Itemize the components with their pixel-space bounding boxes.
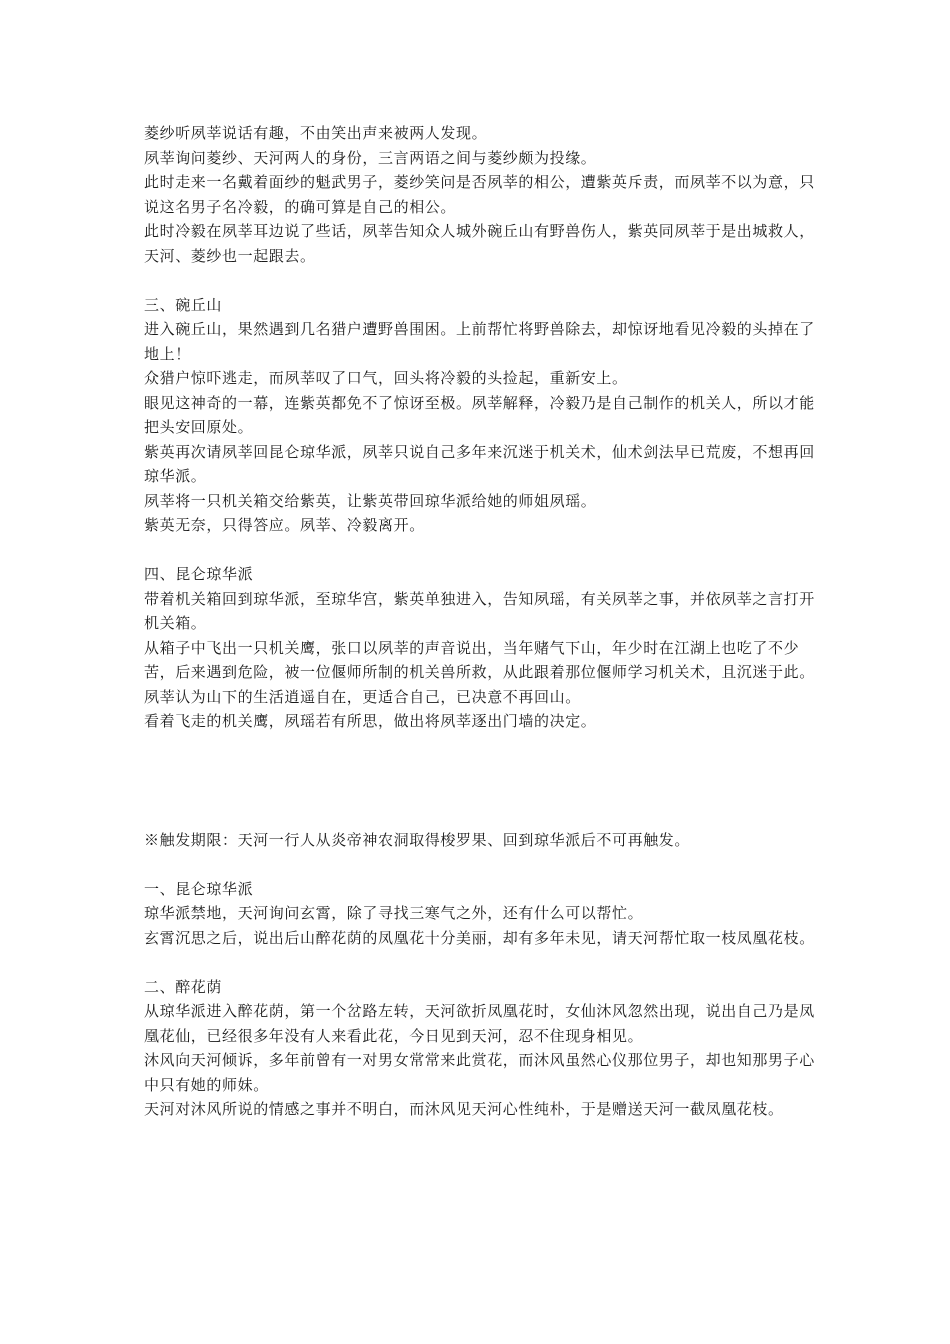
paragraph: 紫英再次请夙莘回昆仑琼华派，夙莘只说自己多年来沉迷于机关术，仙术剑法早已荒废，不想再回琼华派。 bbox=[144, 442, 815, 485]
paragraph: 天河对沐风所说的情感之事并不明白，而沐风见天河心性纯朴，于是赠送天河一截凤凰花枝。 bbox=[144, 1100, 784, 1118]
document-page bbox=[144, 121, 820, 1122]
section-heading: 一、昆仑琼华派 bbox=[144, 879, 254, 898]
paragraph: 带着机关箱回到琼华派，至琼华宫，紫英单独进入，告知夙瑶，有关夙莘之事，并依夙莘之言打开机关箱。 bbox=[144, 589, 815, 632]
paragraph: 从箱子中飞出一只机关鹰，张口以夙莘的声音说出，当年赌气下山，年少时在江湖上也吃了不少苦，后来遇到危险，被一位偃师所制的机关兽所救，从此跟着那位偃师学习机关术，且沉迷于此。 bbox=[144, 638, 815, 681]
paragraph: 琼华派禁地，天河询问玄霄，除了寻找三寒气之外，还有什么可以帮忙。 bbox=[144, 904, 644, 922]
paragraph: 夙莘询问菱纱、天河两人的身份，三言两语之间与菱纱颇为投缘。 bbox=[144, 148, 597, 167]
paragraph: 众猎户惊吓逃走，而夙莘叹了口气，回头将冷毅的头捡起，重新安上。 bbox=[144, 369, 628, 387]
section-heading: 三、碗丘山 bbox=[144, 295, 223, 314]
paragraph: 此时走来一名戴着面纱的魁武男子，菱纱笑问是否夙莘的相公，遭紫英斥责，而夙莘不以为意，只说这名男子名冷毅，的确可算是自己的相公。 bbox=[144, 173, 815, 216]
paragraph: 沐风向天河倾诉，多年前曾有一对男女常常来此赏花，而沐风虽然心仪那位男子，却也知那男子心中只有她的师妹。 bbox=[144, 1051, 815, 1094]
paragraph: 进入碗丘山，果然遇到几名猎户遭野兽围困。上前帮忙将野兽除去，却惊讶地看见冷毅的头掉在了地上！ bbox=[144, 320, 815, 363]
paragraph: 看着飞走的机关鹰，夙瑶若有所思，做出将夙莘逐出门墙的决定。 bbox=[144, 712, 597, 730]
paragraph: 紫英无奈，只得答应。夙莘、冷毅离开。 bbox=[144, 516, 425, 534]
section-heading: 二、醉花荫 bbox=[144, 977, 223, 996]
section-break bbox=[144, 734, 820, 828]
paragraph: 从琼华派进入醉花荫，第一个岔路左转，天河欲折凤凰花时，女仙沐风忽然出现，说出自己乃是凤凰花仙，已经很多年没有人来看此花，今日见到天河，忍不住现身相见。 bbox=[144, 1002, 815, 1045]
blank-line bbox=[144, 950, 820, 975]
blank-line bbox=[144, 852, 820, 877]
paragraph: 玄霄沉思之后，说出后山醉花荫的凤凰花十分美丽，却有多年未见，请天河帮忙取一枝凤凰花枝。 bbox=[144, 928, 815, 947]
blank-line bbox=[144, 268, 820, 293]
paragraph: 眼见这神奇的一幕，连紫英都免不了惊讶至极。夙莘解释，冷毅乃是自己制作的机关人，所以才能把头安回原处。 bbox=[144, 393, 815, 436]
paragraph: 菱纱听夙莘说话有趣，不由笑出声来被两人发现。 bbox=[144, 124, 488, 142]
trigger-note: ※触发期限：天河一行人从炎帝神农洞取得梭罗果、回到琼华派后不可再触发。 bbox=[144, 830, 691, 849]
section-heading: 四、昆仑琼华派 bbox=[144, 565, 254, 583]
blank-line bbox=[144, 538, 820, 563]
paragraph: 夙莘认为山下的生活逍遥自在，更适合自己，已决意不再回山。 bbox=[144, 687, 581, 706]
paragraph: 此时冷毅在夙莘耳边说了些话，夙莘告知众人城外碗丘山有野兽伤人，紫英同夙莘于是出城救人，天河、菱纱也一起跟去。 bbox=[144, 222, 815, 265]
paragraph: 夙莘将一只机关箱交给紫英，让紫英带回琼华派给她的师姐夙瑶。 bbox=[144, 491, 597, 510]
